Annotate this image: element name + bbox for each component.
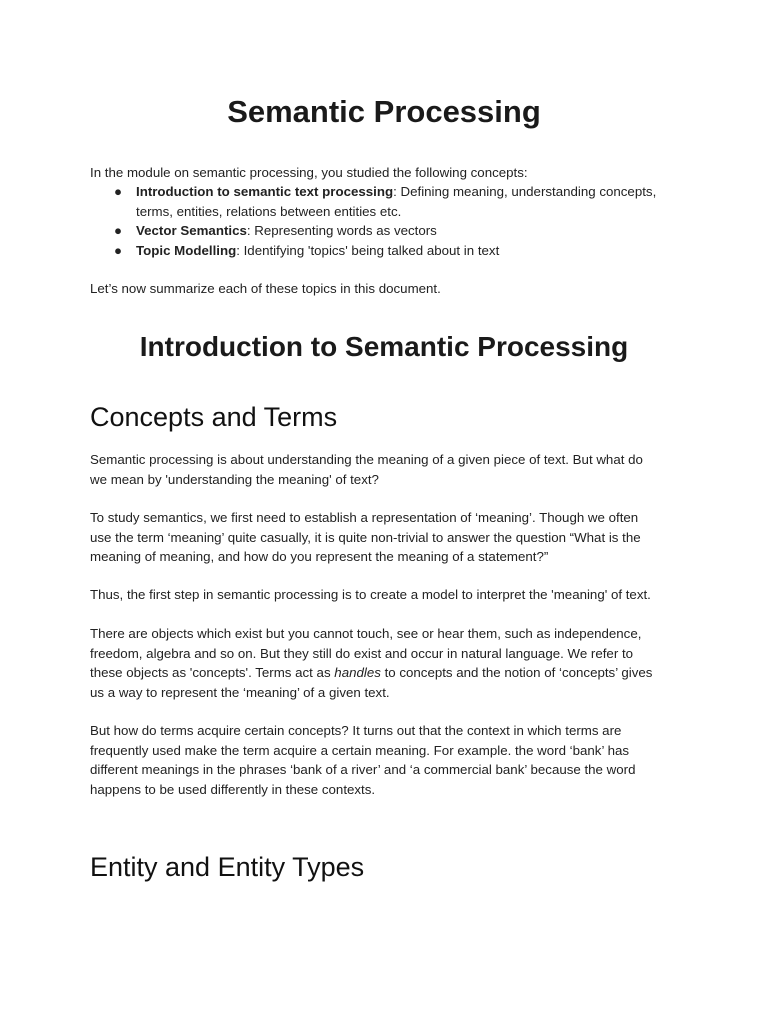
- bullet-icon: ●: [114, 242, 123, 258]
- paragraph-line: frequently used make the term acquire a certain meaning. For example. the word ‘bank’ has: [90, 742, 630, 758]
- page-title: Semantic Processing: [227, 94, 541, 129]
- paragraph-line: use the term ‘meaning’ quite casually, it is quite non-trivial to answer the question “What is the: [90, 529, 641, 545]
- bullet-icon: ●: [114, 184, 123, 199]
- summary-text: Let’s now summarize each of these topics in this document.: [90, 281, 441, 296]
- list-item-term: Topic Modelling: [136, 242, 237, 258]
- paragraph-1: [90, 450, 690, 489]
- list-item: [90, 221, 690, 241]
- list-item: [90, 241, 690, 261]
- text-run: these objects as 'concepts'. Terms act as: [90, 665, 335, 680]
- emphasis-text: handles: [334, 665, 381, 680]
- paragraph-line: us a way to represent the ‘meaning’ of a given text.: [90, 684, 390, 700]
- paragraph-line: To study semantics, we first need to establish a representation of ‘meaning’. Though we often: [90, 510, 639, 525]
- list-item-desc: : Defining meaning, understanding concepts,: [393, 184, 657, 199]
- subsection-heading-entities: Entity and Entity Types: [90, 852, 365, 882]
- paragraph-line: we mean by 'understanding the meaning' of text?: [90, 471, 379, 487]
- list-item-term: Vector Semantics: [136, 223, 247, 238]
- paragraph-line: meaning of meaning, and how do you represent the meaning of a statement?”: [90, 549, 549, 564]
- concept-list: [90, 182, 690, 260]
- section-heading: Introduction to Semantic Processing: [139, 331, 629, 362]
- intro-paragraph: [90, 163, 690, 183]
- intro-text: In the module on semantic processing, you studied the following concepts:: [90, 165, 528, 180]
- paragraph-line: freedom, algebra and so on. But they still do exist and occur in natural language. We refer to: [90, 645, 634, 661]
- paragraph-3: [90, 585, 690, 605]
- paragraph-line: Thus, the first step in semantic processing is to create a model to interpret the 'meaning' of text.: [90, 587, 651, 602]
- bullet-icon: ●: [114, 223, 123, 238]
- summary-paragraph: [90, 279, 690, 299]
- paragraph-line: [90, 663, 690, 683]
- paragraph-line: happens to be used differently in these contexts.: [90, 781, 376, 797]
- list-item-desc-cont: terms, entities, relations between entities etc.: [136, 203, 402, 219]
- paragraph-line: Semantic processing is about understanding the meaning of a given piece of text. But what do: [90, 452, 643, 467]
- list-item: [90, 182, 690, 221]
- list-item-desc: : Representing words as vectors: [246, 223, 437, 238]
- list-item-desc: : Identifying 'topics' being talked about in text: [236, 242, 500, 258]
- paragraph-5: [90, 721, 690, 799]
- text-run: to concepts and the notion of ‘concepts’ gives: [380, 665, 653, 680]
- paragraph-2: [90, 508, 690, 567]
- paragraph-line: But how do terms acquire certain concepts? It turns out that the context in which terms are: [90, 723, 622, 738]
- subsection-heading-concepts: Concepts and Terms: [90, 402, 338, 432]
- list-item-term: Introduction to semantic text processing: [136, 184, 394, 199]
- paragraph-4: [90, 624, 690, 702]
- paragraph-line: different meanings in the phrases ‘bank of a river’ and ‘a commercial bank’ because the word: [90, 762, 636, 777]
- paragraph-line: There are objects which exist but you cannot touch, see or hear them, such as independence,: [90, 626, 642, 641]
